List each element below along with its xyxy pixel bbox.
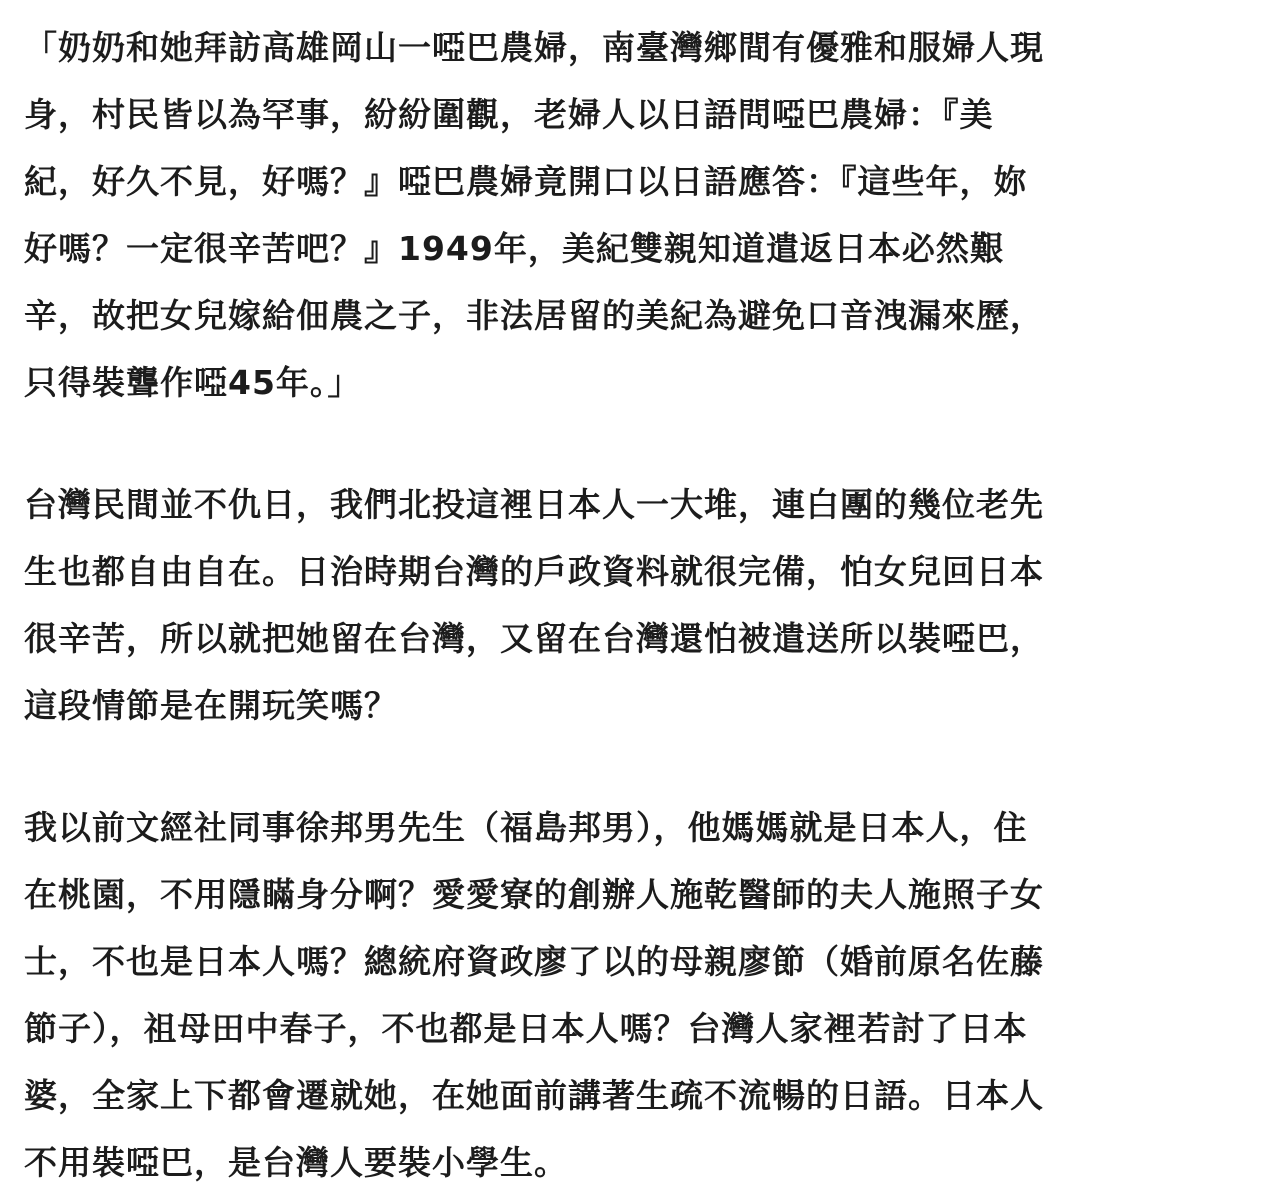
text-line: 節子），祖母田中春子，不也都是日本人嗎？台灣人家裡若討了日本 (24, 1009, 1028, 1048)
text-line: 我以前文經社同事徐邦男先生（福島邦男），他媽媽就是日本人，住 (24, 808, 1028, 847)
paragraph-spacer (24, 416, 1252, 471)
text-line: 婆，全家上下都會遷就她，在她面前講著生疏不流暢的日語。日本人 (24, 1076, 1044, 1115)
text-line: 身，村民皆以為罕事，紛紛圍觀，老婦人以日語問啞巴農婦：『美 (24, 95, 994, 134)
text-line: 不用裝啞巴，是台灣人要裝小學生。 (24, 1143, 568, 1182)
paragraph-1 (24, 14, 1252, 416)
paragraph-3 (24, 794, 1252, 1196)
text-line: 生也都自由自在。日治時期台灣的戶政資料就很完備，怕女兒回日本 (24, 552, 1044, 591)
text-line: 「奶奶和她拜訪高雄岡山一啞巴農婦，南臺灣鄉間有優雅和服婦人現 (24, 28, 1044, 67)
text-line: 辛，故把女兒嫁給佃農之子，非法居留的美紀為避免口音洩漏來歷， (24, 296, 1044, 335)
paragraph-2 (24, 471, 1252, 739)
text-line: 士，不也是日本人嗎？總統府資政廖了以的母親廖節（婚前原名佐藤 (24, 942, 1044, 981)
text-line: 很辛苦，所以就把她留在台灣，又留在台灣還怕被遣送所以裝啞巴， (24, 619, 1044, 658)
text-line: 只得裝聾作啞45年。」 (24, 363, 362, 402)
text-line: 這段情節是在開玩笑嗎？ (24, 686, 398, 725)
text-line: 台灣民間並不仇日，我們北投這裡日本人一大堆，連白團的幾位老先 (24, 485, 1044, 524)
text-line: 好嗎？一定很辛苦吧？』1949年，美紀雙親知道遣返日本必然艱 (24, 229, 1004, 268)
text-line: 紀，好久不見，好嗎？』啞巴農婦竟開口以日語應答：『這些年，妳 (24, 162, 1028, 201)
text-line: 在桃園，不用隱瞞身分啊？愛愛寮的創辦人施乾醫師的夫人施照子女 (24, 875, 1044, 914)
paragraph-spacer (24, 739, 1252, 794)
